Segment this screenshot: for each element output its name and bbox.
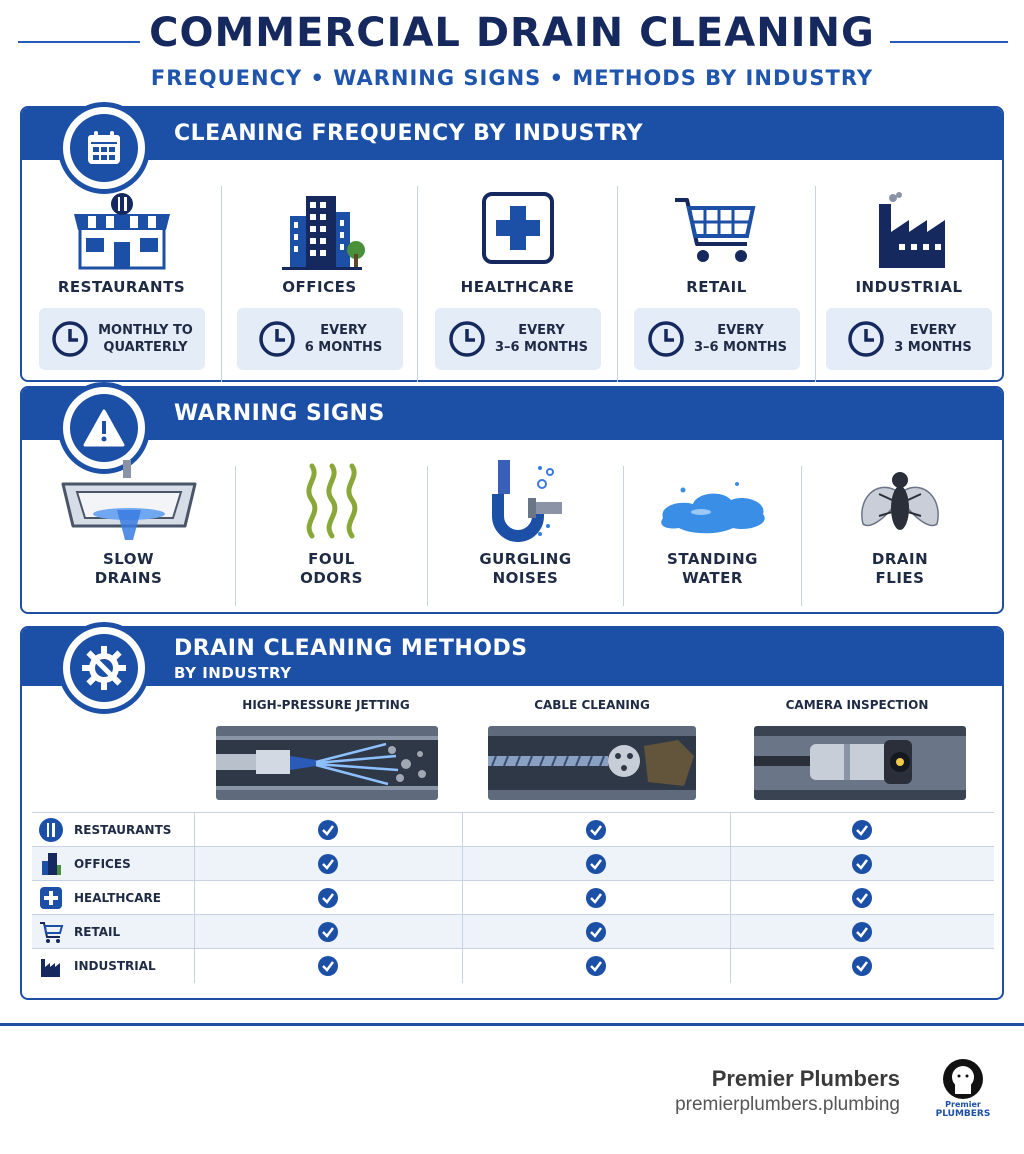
frequency-item	[222, 186, 418, 382]
checkmark-icon	[852, 922, 872, 942]
method-header-camera: CAMERA INSPECTION	[785, 698, 929, 712]
logo-text-premier: Premier	[945, 1100, 981, 1109]
checkmark-icon	[318, 854, 338, 874]
frequency-line-2: 3–6 MONTHS	[693, 340, 788, 355]
checkmark-icon	[852, 820, 872, 840]
frequency-item	[22, 186, 222, 382]
medical-cross-icon	[466, 192, 570, 272]
checkmark-icon	[318, 888, 338, 908]
methods-subtitle: BY INDUSTRY	[174, 664, 292, 682]
inspection-camera-icon	[754, 726, 966, 800]
warning-item	[236, 466, 428, 606]
sink-icon	[59, 460, 199, 544]
checkmark-icon	[586, 956, 606, 976]
row-label: RETAIL	[74, 924, 121, 939]
warning-line-1: DRAIN	[871, 550, 929, 568]
checkmark-icon	[586, 854, 606, 874]
checkmark-icon	[318, 956, 338, 976]
warning-triangle-icon	[82, 408, 126, 448]
frequency-line-1: EVERY	[320, 323, 367, 338]
methods-panel	[20, 626, 1004, 1000]
checkmark-icon	[586, 922, 606, 942]
water-jet-icon	[216, 726, 438, 800]
warning-line-2: DRAINS	[94, 569, 163, 587]
frequency-box	[39, 308, 205, 370]
warning-panel	[20, 386, 1004, 614]
warning-line-2: NOISES	[492, 569, 559, 587]
frequency-line-1: EVERY	[717, 323, 764, 338]
table-row	[32, 813, 994, 847]
factory-icon	[38, 953, 64, 979]
frequency-title: CLEANING FREQUENCY BY INDUSTRY	[174, 121, 644, 146]
row-label: OFFICES	[74, 856, 131, 871]
company-logo	[922, 1058, 1004, 1118]
frequency-line-2: 3–6 MONTHS	[494, 340, 589, 355]
clock-icon	[846, 319, 886, 359]
industry-label: HEALTHCARE	[460, 278, 575, 296]
restaurant-icon	[38, 817, 64, 843]
warning-item	[802, 466, 998, 606]
footer-divider	[0, 1023, 1024, 1026]
page-title: COMMERCIAL DRAIN CLEANING	[149, 10, 875, 56]
clock-icon	[257, 319, 297, 359]
puddle-icon	[653, 460, 773, 544]
gear-badge	[58, 622, 150, 714]
brand-block	[675, 1066, 900, 1116]
row-label: INDUSTRIAL	[74, 958, 156, 973]
frequency-line-2: QUARTERLY	[103, 340, 188, 355]
warning-title: WARNING SIGNS	[174, 401, 385, 426]
table-row	[32, 847, 994, 881]
industry-label: RESTAURANTS	[57, 278, 186, 296]
checkmark-icon	[586, 888, 606, 908]
factory-icon	[857, 192, 961, 272]
frequency-box	[826, 308, 992, 370]
warning-line-2: ODORS	[300, 569, 363, 587]
row-label: RESTAURANTS	[74, 822, 172, 837]
clock-icon	[646, 319, 686, 359]
company-url[interactable]: premierplumbers.plumbing	[675, 1094, 900, 1115]
restaurant-icon	[70, 192, 174, 272]
warning-line-2: FLIES	[875, 569, 925, 587]
frequency-box	[634, 308, 800, 370]
frequency-line-2: 6 MONTHS	[304, 340, 383, 355]
shopping-cart-icon	[38, 919, 64, 945]
company-name: Premier Plumbers	[711, 1066, 900, 1091]
calendar-icon	[84, 128, 124, 168]
warning-item	[428, 466, 624, 606]
gear-wrench-icon	[80, 644, 128, 692]
medical-cross-icon	[38, 885, 64, 911]
checkmark-icon	[318, 820, 338, 840]
cable-image	[488, 726, 696, 800]
warning-item	[22, 466, 236, 606]
industry-label: INDUSTRIAL	[855, 278, 963, 296]
warning-line-2: WATER	[682, 569, 743, 587]
frequency-line-1: MONTHLY TO	[98, 323, 193, 338]
frequency-item	[418, 186, 618, 382]
checkmark-icon	[318, 922, 338, 942]
methods-panel-header	[22, 628, 1002, 686]
checkmark-icon	[852, 854, 872, 874]
warning-columns	[22, 466, 1002, 606]
calendar-badge	[58, 102, 150, 194]
frequency-item	[816, 186, 1002, 382]
checkmark-icon	[586, 820, 606, 840]
method-header-jetting: HIGH-PRESSURE JETTING	[242, 698, 410, 712]
industry-label: OFFICES	[282, 278, 357, 296]
shopping-cart-icon	[665, 192, 769, 272]
drain-cable-icon	[488, 726, 696, 800]
odor-icon	[292, 460, 372, 544]
frequency-columns	[22, 186, 1002, 382]
frequency-item	[618, 186, 816, 382]
method-header-cable: CABLE CLEANING	[534, 698, 650, 712]
checkmark-icon	[852, 956, 872, 976]
frequency-box	[435, 308, 601, 370]
industry-label: RETAIL	[686, 278, 747, 296]
methods-table	[32, 812, 994, 983]
logo-text-plumbers: PLUMBERS	[935, 1109, 991, 1118]
clock-icon	[50, 319, 90, 359]
row-label: HEALTHCARE	[74, 890, 161, 905]
pipe-icon	[476, 460, 576, 544]
office-building-icon	[268, 192, 372, 272]
frequency-line-1: EVERY	[909, 323, 957, 338]
frequency-panel-header	[22, 108, 1002, 160]
jetting-image	[216, 726, 438, 800]
warning-panel-header	[22, 388, 1002, 440]
warning-line-1: SLOW	[102, 550, 155, 568]
methods-title: DRAIN CLEANING METHODS	[174, 636, 528, 661]
page-subtitle: FREQUENCY • WARNING SIGNS • METHODS BY INDUSTRY	[150, 66, 874, 90]
frequency-panel	[20, 106, 1004, 382]
warning-line-1: GURGLING	[479, 550, 572, 568]
clock-icon	[447, 319, 487, 359]
office-building-icon	[38, 851, 64, 877]
warning-item	[624, 466, 802, 606]
table-row	[32, 949, 994, 983]
camera-image	[754, 726, 966, 800]
fly-icon	[855, 460, 945, 544]
warning-line-1: FOUL	[308, 550, 355, 568]
table-row	[32, 881, 994, 915]
table-row	[32, 915, 994, 949]
frequency-line-1: EVERY	[518, 323, 565, 338]
frequency-box	[237, 308, 403, 370]
header	[0, 10, 1024, 90]
warning-line-1: STANDING	[667, 550, 758, 568]
checkmark-icon	[852, 888, 872, 908]
plumber-logo-icon	[922, 1058, 1004, 1118]
frequency-line-2: 3 MONTHS	[894, 340, 972, 355]
